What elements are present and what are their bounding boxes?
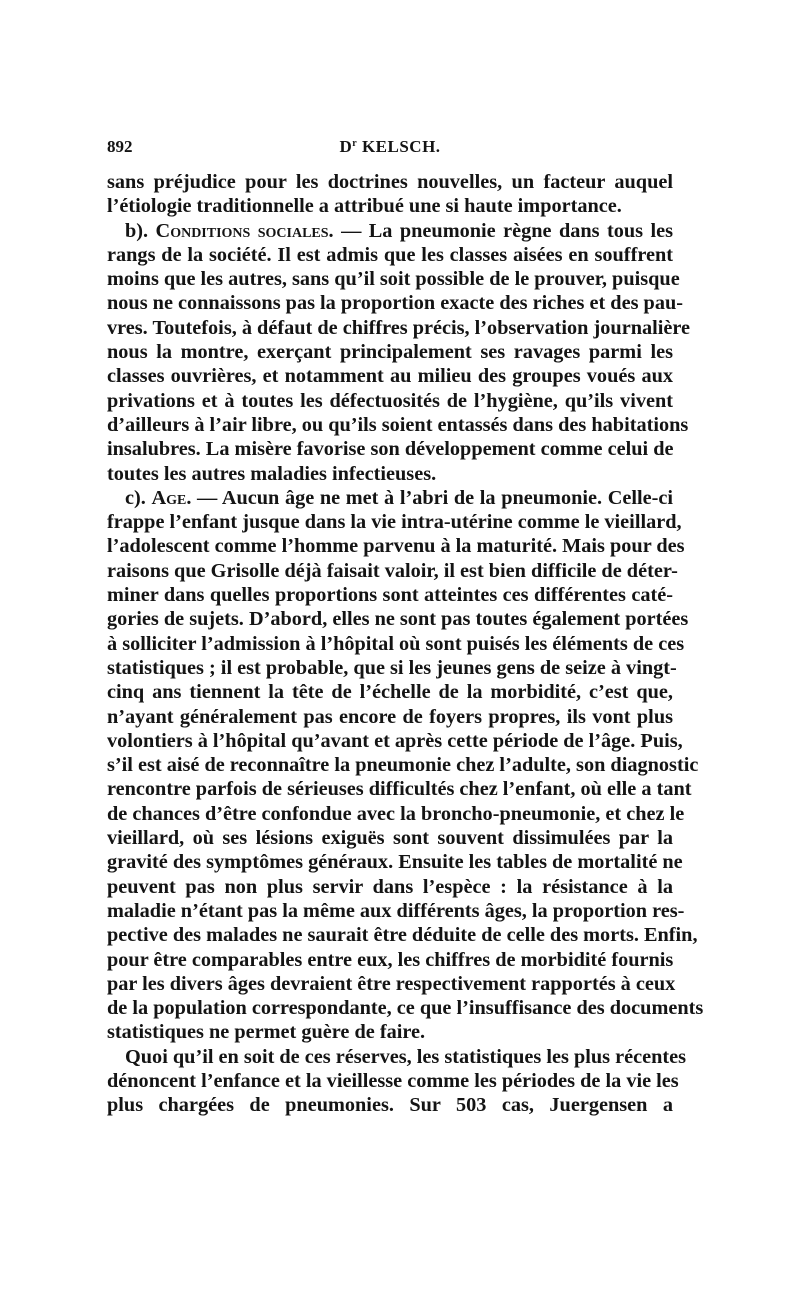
body-text [107, 170, 704, 1118]
text-line: par les divers âges devraient être respectivement rapportés à ceux [107, 972, 676, 995]
text-line: pour être comparables entre eux, les chiffres de morbidité fournis [107, 948, 674, 971]
text-line: frappe l’enfant jusque dans la vie intra-utérine comme le vieillard, [107, 511, 682, 534]
text-line: Quoi qu’il en soit de ces réserves, les statistiques les plus récentes [125, 1045, 687, 1068]
author-prefix-sup: r [352, 138, 358, 149]
text-line: raisons que Grisolle déjà faisait valoir, il est bien difficile de déter- [107, 559, 678, 582]
section-heading: Conditions sociales. [155, 219, 334, 242]
text-line: vieillard, où ses lésions exiguës sont souvent dissimulées par la [107, 827, 673, 850]
text-line: pective des malades ne saurait être déduite de celle des morts. Enfin, [107, 924, 698, 947]
text-line: gories de sujets. D’abord, elles ne sont pas toutes également portées [107, 608, 689, 631]
author-prefix: D [339, 137, 353, 156]
text-line: de chances d’être confondue avec la broncho-pneumonie, et chez le [107, 802, 685, 825]
text-line: c). Age. — Aucun âge ne met à l’abri de la pneumonie. Celle-ci [125, 486, 674, 509]
page-number: 892 [107, 137, 133, 156]
text-line: s’il est aisé de reconnaître la pneumonie chez l’adulte, son diagnostic [107, 754, 699, 777]
text-line: l’adolescent comme l’homme parvenu à la maturité. Mais pour des [107, 535, 685, 558]
text-line: cinq ans tiennent la tête de l’échelle de la morbidité, c’est que, [107, 681, 673, 704]
text-line: statistiques ne permet guère de faire. [107, 1021, 426, 1044]
text-line: classes ouvrières, et notamment au milieu des groupes voués aux [107, 365, 673, 388]
text-line: b). Conditions sociales. — La pneumonie règne dans tous les [125, 219, 673, 242]
text-line: de la population correspondante, ce que l’insuffisance des documents [107, 997, 704, 1020]
text-line: n’ayant généralement pas encore de foyers propres, ils vont plus [107, 705, 673, 728]
text-line: nous ne connaissons pas la proportion exacte des riches et des pau- [107, 292, 684, 315]
section-heading: Age. [151, 486, 192, 509]
text-line: toutes les autres maladies infectieuses. [107, 462, 437, 485]
running-title [107, 137, 673, 157]
text-line: insalubres. La misère favorise son développement comme celui de [107, 438, 674, 461]
text-line: vres. Toutefois, à défaut de chiffres précis, l’observation journalière [107, 316, 691, 339]
text-line: rencontre parfois de sérieuses difficultés chez l’enfant, où elle a tant [107, 778, 692, 801]
text-line: rangs de la société. Il est admis que les classes aisées en souffrent [107, 243, 673, 266]
text-line: privations et à toutes les défectuosités de l’hygiène, qu’ils vivent [107, 389, 673, 412]
text-line: d’ailleurs à l’air libre, ou qu’ils soient entassés dans des habitations [107, 413, 689, 436]
text-line: à solliciter l’admission à l’hôpital où sont puisés les éléments de ces [107, 632, 685, 655]
text-line: sans préjudice pour les doctrines nouvelles, un facteur auquel [107, 171, 673, 193]
text-line: statistiques ; il est probable, que si les jeunes gens de seize à vingt- [107, 656, 677, 679]
text-line: moins que les autres, sans qu’il soit possible de le prouver, puisque [107, 268, 680, 291]
text-line: peuvent pas non plus servir dans l’espèce : la résistance à la [107, 875, 673, 898]
text-line: volontiers à l’hôpital qu’avant et après cette période de l’âge. Puis, [107, 729, 683, 752]
text-line: miner dans quelles proportions sont atteintes ces différentes caté- [107, 584, 673, 607]
page-header [107, 137, 673, 161]
text-line: l’étiologie traditionnelle a attribué une si haute importance. [107, 195, 622, 218]
text-line: dénoncent l’enfance et la vieillesse comme les périodes de la vie les [107, 1069, 679, 1092]
text-line: nous la montre, exerçant principalement ses ravages parmi les [107, 341, 673, 364]
text-line: plus chargées de pneumonies. Sur 503 cas, Juergensen a [107, 1094, 673, 1117]
text-line: gravité des symptômes généraux. Ensuite les tables de mortalité ne [107, 851, 683, 874]
text-line: maladie n’étant pas la même aux différents âges, la proportion res- [107, 899, 685, 922]
author-name: KELSCH. [357, 137, 441, 156]
